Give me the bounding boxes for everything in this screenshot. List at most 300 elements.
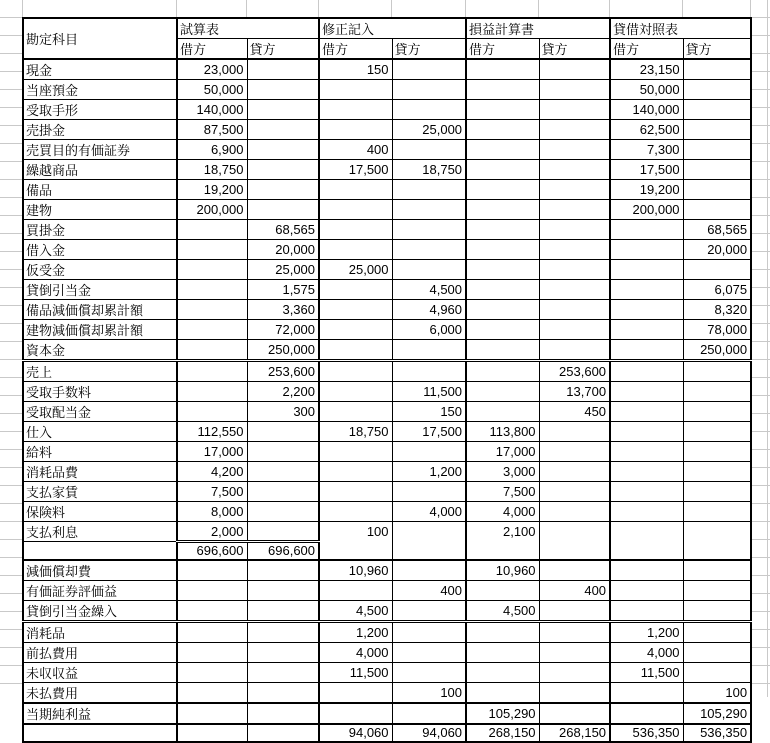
cell-bs-credit[interactable] xyxy=(683,662,751,682)
cell-tb-credit[interactable] xyxy=(247,180,319,200)
cell-adj-credit[interactable] xyxy=(392,560,466,581)
cell-adj-debit[interactable] xyxy=(319,80,392,100)
cell-tb-debit[interactable]: 50,000 xyxy=(177,80,247,100)
cell-pl-credit[interactable] xyxy=(539,320,610,340)
cell-pl-debit[interactable]: 113,800 xyxy=(466,422,539,442)
cell-bs-credit[interactable] xyxy=(683,580,751,600)
cell-bs-credit[interactable] xyxy=(683,200,751,220)
cell-bs-credit[interactable] xyxy=(683,642,751,662)
cell-adj-debit[interactable]: 100 xyxy=(319,522,392,542)
cell-adj-credit[interactable] xyxy=(392,140,466,160)
cell-tb-credit[interactable]: 2,200 xyxy=(247,382,319,402)
cell-pl-credit[interactable] xyxy=(539,600,610,621)
cell-adj-credit[interactable] xyxy=(392,621,466,642)
cell-account[interactable]: 建物 xyxy=(23,200,177,220)
cell-bs-credit[interactable] xyxy=(683,542,751,560)
cell-bs-debit[interactable]: 4,000 xyxy=(610,642,683,662)
cell-bs-debit[interactable] xyxy=(610,682,683,703)
cell-pl-debit[interactable] xyxy=(466,120,539,140)
cell-bs-debit[interactable] xyxy=(610,462,683,482)
cell-pl-debit[interactable] xyxy=(466,621,539,642)
cell-bs-debit[interactable]: 7,300 xyxy=(610,140,683,160)
cell-bs-credit[interactable] xyxy=(683,100,751,120)
cell-account[interactable]: 未収収益 xyxy=(23,662,177,682)
cell-account[interactable]: 資本金 xyxy=(23,340,177,361)
cell-pl-credit[interactable] xyxy=(539,502,610,522)
cell-bs-debit[interactable] xyxy=(610,382,683,402)
cell-tb-credit[interactable] xyxy=(247,482,319,502)
cell-adj-debit[interactable] xyxy=(319,320,392,340)
cell-pl-debit[interactable] xyxy=(466,642,539,662)
cell-pl-debit[interactable]: 105,290 xyxy=(466,703,539,724)
header-bs-debit[interactable]: 借方 xyxy=(610,39,683,60)
cell-adj-credit[interactable] xyxy=(392,482,466,502)
cell-pl-debit[interactable]: 4,500 xyxy=(466,600,539,621)
cell-tb-credit[interactable]: 250,000 xyxy=(247,340,319,361)
cell-account[interactable]: 有価証券評価益 xyxy=(23,580,177,600)
cell-tb-credit[interactable] xyxy=(247,502,319,522)
cell-adj-debit[interactable] xyxy=(319,580,392,600)
cell-bs-debit[interactable] xyxy=(610,442,683,462)
cell-pl-credit[interactable] xyxy=(539,59,610,80)
cell-pl-debit[interactable] xyxy=(466,682,539,703)
cell-bs-credit[interactable] xyxy=(683,402,751,422)
cell-bs-debit[interactable] xyxy=(610,703,683,724)
cell-bs-debit[interactable] xyxy=(610,502,683,522)
cell-pl-debit[interactable] xyxy=(466,402,539,422)
cell-tb-credit[interactable]: 1,575 xyxy=(247,280,319,300)
header-adj-debit[interactable]: 借方 xyxy=(319,39,392,60)
header-income-statement[interactable]: 損益計算書 xyxy=(466,18,610,39)
cell-pl-credit[interactable] xyxy=(539,280,610,300)
cell-pl-credit[interactable] xyxy=(539,80,610,100)
cell-adj-debit[interactable] xyxy=(319,542,392,560)
cell-adj-debit[interactable]: 11,500 xyxy=(319,662,392,682)
cell-bs-credit[interactable]: 68,565 xyxy=(683,220,751,240)
cell-account[interactable]: 仮受金 xyxy=(23,260,177,280)
cell-tb-credit[interactable] xyxy=(247,140,319,160)
cell-pl-debit[interactable] xyxy=(466,580,539,600)
cell-bs-debit[interactable]: 1,200 xyxy=(610,621,683,642)
cell-adj-credit[interactable] xyxy=(392,662,466,682)
cell-adj-debit[interactable]: 400 xyxy=(319,140,392,160)
cell-pl-credit[interactable] xyxy=(539,300,610,320)
cell-bs-credit[interactable] xyxy=(683,442,751,462)
cell-bs-credit[interactable] xyxy=(683,462,751,482)
cell-adj-credit[interactable]: 17,500 xyxy=(392,422,466,442)
cell-adj-debit[interactable] xyxy=(319,402,392,422)
cell-adj-debit[interactable] xyxy=(319,502,392,522)
cell-bs-credit[interactable] xyxy=(683,260,751,280)
cell-adj-debit[interactable] xyxy=(319,382,392,402)
cell-pl-debit[interactable] xyxy=(466,361,539,382)
cell-adj-credit[interactable] xyxy=(392,522,466,542)
cell-adj-debit[interactable] xyxy=(319,682,392,703)
cell-pl-credit[interactable] xyxy=(539,682,610,703)
cell-pl-credit[interactable] xyxy=(539,120,610,140)
cell-bs-credit[interactable]: 20,000 xyxy=(683,240,751,260)
cell-pl-debit[interactable] xyxy=(466,662,539,682)
cell-adj-debit[interactable]: 17,500 xyxy=(319,160,392,180)
cell-adj-credit[interactable]: 11,500 xyxy=(392,382,466,402)
cell-pl-debit[interactable]: 4,000 xyxy=(466,502,539,522)
cell-tb-debit[interactable]: 7,500 xyxy=(177,482,247,502)
cell-tb-credit[interactable]: 3,360 xyxy=(247,300,319,320)
cell-tb-debit[interactable]: 140,000 xyxy=(177,100,247,120)
cell-tb-credit[interactable] xyxy=(247,724,319,742)
cell-pl-debit[interactable] xyxy=(466,220,539,240)
cell-pl-credit[interactable] xyxy=(539,662,610,682)
cell-bs-debit[interactable]: 50,000 xyxy=(610,80,683,100)
cell-adj-credit[interactable] xyxy=(392,200,466,220)
cell-bs-debit[interactable] xyxy=(610,300,683,320)
cell-pl-credit[interactable]: 450 xyxy=(539,402,610,422)
cell-account[interactable]: 支払家賃 xyxy=(23,482,177,502)
cell-bs-credit[interactable] xyxy=(683,361,751,382)
cell-tb-debit[interactable] xyxy=(177,662,247,682)
cell-account[interactable]: 備品 xyxy=(23,180,177,200)
cell-pl-credit[interactable] xyxy=(539,560,610,581)
cell-tb-credit[interactable] xyxy=(247,422,319,442)
cell-bs-debit[interactable] xyxy=(610,260,683,280)
header-balance-sheet[interactable]: 貸借対照表 xyxy=(610,18,751,39)
cell-pl-debit[interactable]: 268,150 xyxy=(466,724,539,742)
cell-pl-credit[interactable] xyxy=(539,340,610,361)
cell-pl-debit[interactable] xyxy=(466,280,539,300)
cell-bs-credit[interactable]: 8,320 xyxy=(683,300,751,320)
cell-bs-credit[interactable] xyxy=(683,382,751,402)
cell-pl-credit[interactable] xyxy=(539,442,610,462)
cell-bs-credit[interactable]: 78,000 xyxy=(683,320,751,340)
cell-tb-debit[interactable]: 18,750 xyxy=(177,160,247,180)
cell-tb-credit[interactable] xyxy=(247,462,319,482)
cell-adj-debit[interactable]: 94,060 xyxy=(319,724,392,742)
cell-pl-credit[interactable]: 253,600 xyxy=(539,361,610,382)
cell-adj-debit[interactable] xyxy=(319,120,392,140)
cell-adj-debit[interactable] xyxy=(319,442,392,462)
cell-pl-debit[interactable] xyxy=(466,382,539,402)
cell-tb-credit[interactable] xyxy=(247,522,319,542)
cell-bs-debit[interactable]: 536,350 xyxy=(610,724,683,742)
cell-adj-debit[interactable] xyxy=(319,180,392,200)
header-tb-debit[interactable]: 借方 xyxy=(177,39,247,60)
cell-account[interactable]: 貸倒引当金繰入 xyxy=(23,600,177,621)
cell-pl-credit[interactable] xyxy=(539,100,610,120)
cell-adj-credit[interactable]: 94,060 xyxy=(392,724,466,742)
cell-adj-credit[interactable] xyxy=(392,220,466,240)
cell-tb-debit[interactable] xyxy=(177,560,247,581)
cell-tb-credit[interactable]: 20,000 xyxy=(247,240,319,260)
cell-tb-credit[interactable] xyxy=(247,560,319,581)
cell-tb-debit[interactable] xyxy=(177,240,247,260)
cell-adj-credit[interactable] xyxy=(392,100,466,120)
header-tb-credit[interactable]: 貸方 xyxy=(247,39,319,60)
cell-tb-debit[interactable] xyxy=(177,642,247,662)
cell-pl-debit[interactable]: 2,100 xyxy=(466,522,539,542)
header-adjustments[interactable]: 修正記入 xyxy=(319,18,466,39)
header-adj-credit[interactable]: 貸方 xyxy=(392,39,466,60)
cell-adj-debit[interactable]: 4,500 xyxy=(319,600,392,621)
cell-account[interactable] xyxy=(23,724,177,742)
cell-pl-credit[interactable]: 268,150 xyxy=(539,724,610,742)
cell-tb-debit[interactable] xyxy=(177,280,247,300)
cell-pl-credit[interactable] xyxy=(539,180,610,200)
cell-pl-credit[interactable] xyxy=(539,482,610,502)
cell-tb-credit[interactable]: 72,000 xyxy=(247,320,319,340)
cell-account[interactable]: 減価償却費 xyxy=(23,560,177,581)
cell-account[interactable]: 仕入 xyxy=(23,422,177,442)
cell-adj-credit[interactable] xyxy=(392,260,466,280)
cell-tb-credit[interactable] xyxy=(247,703,319,724)
cell-tb-debit[interactable] xyxy=(177,600,247,621)
cell-pl-debit[interactable] xyxy=(466,542,539,560)
cell-account[interactable]: 受取手形 xyxy=(23,100,177,120)
cell-adj-debit[interactable] xyxy=(319,240,392,260)
cell-tb-credit[interactable] xyxy=(247,442,319,462)
cell-pl-credit[interactable] xyxy=(539,542,610,560)
cell-adj-credit[interactable]: 6,000 xyxy=(392,320,466,340)
cell-bs-credit[interactable] xyxy=(683,120,751,140)
cell-account[interactable]: 給料 xyxy=(23,442,177,462)
cell-bs-credit[interactable]: 250,000 xyxy=(683,340,751,361)
cell-adj-credit[interactable] xyxy=(392,442,466,462)
cell-bs-credit[interactable] xyxy=(683,502,751,522)
cell-pl-credit[interactable] xyxy=(539,140,610,160)
cell-tb-credit[interactable] xyxy=(247,642,319,662)
cell-adj-credit[interactable]: 1,200 xyxy=(392,462,466,482)
cell-adj-credit[interactable] xyxy=(392,600,466,621)
cell-pl-credit[interactable] xyxy=(539,260,610,280)
cell-tb-debit[interactable] xyxy=(177,300,247,320)
cell-bs-credit[interactable] xyxy=(683,140,751,160)
cell-adj-credit[interactable] xyxy=(392,703,466,724)
cell-bs-debit[interactable] xyxy=(610,320,683,340)
cell-tb-debit[interactable]: 6,900 xyxy=(177,140,247,160)
cell-tb-credit[interactable] xyxy=(247,120,319,140)
cell-tb-credit[interactable] xyxy=(247,80,319,100)
cell-pl-debit[interactable] xyxy=(466,80,539,100)
cell-account[interactable]: 消耗品 xyxy=(23,621,177,642)
cell-tb-credit[interactable]: 253,600 xyxy=(247,361,319,382)
cell-tb-debit[interactable] xyxy=(177,320,247,340)
cell-adj-credit[interactable] xyxy=(392,542,466,560)
cell-tb-credit[interactable] xyxy=(247,580,319,600)
cell-tb-debit[interactable] xyxy=(177,402,247,422)
cell-bs-credit[interactable] xyxy=(683,522,751,542)
cell-pl-debit[interactable] xyxy=(466,160,539,180)
cell-tb-debit[interactable]: 112,550 xyxy=(177,422,247,442)
cell-account[interactable]: 買掛金 xyxy=(23,220,177,240)
cell-adj-debit[interactable] xyxy=(319,200,392,220)
cell-adj-debit[interactable] xyxy=(319,703,392,724)
cell-tb-credit[interactable]: 25,000 xyxy=(247,260,319,280)
cell-pl-credit[interactable] xyxy=(539,240,610,260)
cell-pl-debit[interactable] xyxy=(466,240,539,260)
cell-tb-debit[interactable] xyxy=(177,724,247,742)
cell-adj-debit[interactable]: 4,000 xyxy=(319,642,392,662)
cell-bs-credit[interactable] xyxy=(683,80,751,100)
cell-bs-debit[interactable]: 140,000 xyxy=(610,100,683,120)
cell-pl-credit[interactable] xyxy=(539,160,610,180)
cell-account[interactable]: 現金 xyxy=(23,59,177,80)
cell-pl-debit[interactable] xyxy=(466,100,539,120)
cell-tb-debit[interactable] xyxy=(177,682,247,703)
cell-adj-debit[interactable] xyxy=(319,340,392,361)
cell-account[interactable]: 売掛金 xyxy=(23,120,177,140)
cell-adj-debit[interactable]: 10,960 xyxy=(319,560,392,581)
cell-tb-debit[interactable]: 19,200 xyxy=(177,180,247,200)
cell-pl-credit[interactable] xyxy=(539,462,610,482)
cell-pl-credit[interactable] xyxy=(539,642,610,662)
cell-pl-debit[interactable] xyxy=(466,260,539,280)
cell-tb-debit[interactable]: 2,000 xyxy=(177,522,247,542)
cell-bs-debit[interactable] xyxy=(610,522,683,542)
cell-account[interactable]: 借入金 xyxy=(23,240,177,260)
cell-bs-credit[interactable] xyxy=(683,160,751,180)
cell-adj-credit[interactable] xyxy=(392,642,466,662)
cell-adj-credit[interactable] xyxy=(392,80,466,100)
cell-tb-debit[interactable] xyxy=(177,621,247,642)
cell-tb-debit[interactable] xyxy=(177,260,247,280)
cell-bs-credit[interactable] xyxy=(683,482,751,502)
cell-adj-credit[interactable] xyxy=(392,361,466,382)
cell-pl-credit[interactable]: 13,700 xyxy=(539,382,610,402)
cell-tb-debit[interactable] xyxy=(177,382,247,402)
cell-tb-credit[interactable] xyxy=(247,100,319,120)
cell-pl-debit[interactable]: 10,960 xyxy=(466,560,539,581)
cell-pl-credit[interactable] xyxy=(539,703,610,724)
cell-bs-debit[interactable] xyxy=(610,340,683,361)
cell-adj-credit[interactable]: 150 xyxy=(392,402,466,422)
cell-pl-credit[interactable] xyxy=(539,621,610,642)
cell-pl-debit[interactable] xyxy=(466,340,539,361)
cell-pl-credit[interactable] xyxy=(539,220,610,240)
cell-account[interactable]: 消耗品費 xyxy=(23,462,177,482)
cell-bs-credit[interactable] xyxy=(683,560,751,581)
cell-pl-credit[interactable] xyxy=(539,200,610,220)
cell-pl-debit[interactable]: 7,500 xyxy=(466,482,539,502)
cell-bs-debit[interactable] xyxy=(610,580,683,600)
cell-account[interactable]: 備品減価償却累計額 xyxy=(23,300,177,320)
cell-tb-debit[interactable] xyxy=(177,340,247,361)
cell-tb-debit[interactable] xyxy=(177,580,247,600)
cell-bs-debit[interactable] xyxy=(610,361,683,382)
cell-tb-debit[interactable]: 87,500 xyxy=(177,120,247,140)
cell-adj-credit[interactable]: 4,000 xyxy=(392,502,466,522)
header-account[interactable]: 勘定科目 xyxy=(23,18,177,59)
cell-bs-credit[interactable]: 105,290 xyxy=(683,703,751,724)
cell-tb-credit[interactable] xyxy=(247,600,319,621)
cell-tb-credit[interactable] xyxy=(247,160,319,180)
cell-pl-debit[interactable] xyxy=(466,59,539,80)
cell-tb-credit[interactable] xyxy=(247,621,319,642)
cell-tb-debit[interactable]: 696,600 xyxy=(177,542,247,560)
cell-account[interactable]: 売買目的有価証券 xyxy=(23,140,177,160)
cell-tb-debit[interactable] xyxy=(177,361,247,382)
cell-bs-credit[interactable] xyxy=(683,59,751,80)
cell-bs-credit[interactable] xyxy=(683,621,751,642)
cell-tb-debit[interactable]: 8,000 xyxy=(177,502,247,522)
cell-pl-debit[interactable] xyxy=(466,300,539,320)
cell-pl-debit[interactable] xyxy=(466,140,539,160)
cell-pl-credit[interactable]: 400 xyxy=(539,580,610,600)
cell-account[interactable]: 売上 xyxy=(23,361,177,382)
cell-account[interactable]: 当期純利益 xyxy=(23,703,177,724)
cell-bs-debit[interactable]: 62,500 xyxy=(610,120,683,140)
cell-adj-debit[interactable] xyxy=(319,482,392,502)
cell-tb-debit[interactable]: 23,000 xyxy=(177,59,247,80)
cell-adj-debit[interactable]: 18,750 xyxy=(319,422,392,442)
cell-tb-credit[interactable]: 696,600 xyxy=(247,542,319,560)
cell-bs-debit[interactable]: 19,200 xyxy=(610,180,683,200)
cell-tb-credit[interactable] xyxy=(247,59,319,80)
cell-adj-debit[interactable] xyxy=(319,361,392,382)
cell-pl-debit[interactable]: 17,000 xyxy=(466,442,539,462)
cell-adj-debit[interactable] xyxy=(319,280,392,300)
cell-adj-credit[interactable]: 25,000 xyxy=(392,120,466,140)
cell-bs-credit[interactable]: 6,075 xyxy=(683,280,751,300)
cell-account[interactable] xyxy=(23,542,177,560)
cell-bs-debit[interactable]: 200,000 xyxy=(610,200,683,220)
cell-bs-debit[interactable]: 23,150 xyxy=(610,59,683,80)
cell-bs-debit[interactable]: 11,500 xyxy=(610,662,683,682)
cell-bs-debit[interactable] xyxy=(610,402,683,422)
cell-account[interactable]: 当座預金 xyxy=(23,80,177,100)
cell-account[interactable]: 受取配当金 xyxy=(23,402,177,422)
cell-adj-credit[interactable] xyxy=(392,180,466,200)
cell-bs-credit[interactable]: 100 xyxy=(683,682,751,703)
cell-adj-debit[interactable]: 25,000 xyxy=(319,260,392,280)
cell-adj-credit[interactable]: 4,500 xyxy=(392,280,466,300)
cell-tb-debit[interactable] xyxy=(177,220,247,240)
cell-bs-debit[interactable] xyxy=(610,560,683,581)
cell-pl-credit[interactable] xyxy=(539,522,610,542)
cell-bs-debit[interactable] xyxy=(610,600,683,621)
cell-account[interactable]: 前払費用 xyxy=(23,642,177,662)
cell-bs-debit[interactable] xyxy=(610,482,683,502)
cell-bs-debit[interactable] xyxy=(610,422,683,442)
cell-bs-debit[interactable] xyxy=(610,542,683,560)
cell-adj-debit[interactable] xyxy=(319,300,392,320)
cell-adj-credit[interactable]: 4,960 xyxy=(392,300,466,320)
cell-tb-credit[interactable]: 300 xyxy=(247,402,319,422)
cell-account[interactable]: 繰越商品 xyxy=(23,160,177,180)
cell-bs-debit[interactable] xyxy=(610,240,683,260)
cell-tb-credit[interactable] xyxy=(247,682,319,703)
cell-account[interactable]: 建物減価償却累計額 xyxy=(23,320,177,340)
header-bs-credit[interactable]: 貸方 xyxy=(683,39,751,60)
cell-account[interactable]: 未払費用 xyxy=(23,682,177,703)
cell-adj-credit[interactable]: 400 xyxy=(392,580,466,600)
cell-adj-debit[interactable]: 150 xyxy=(319,59,392,80)
cell-bs-debit[interactable] xyxy=(610,220,683,240)
cell-account[interactable]: 支払利息 xyxy=(23,522,177,542)
cell-adj-credit[interactable]: 18,750 xyxy=(392,160,466,180)
header-trial-balance[interactable]: 試算表 xyxy=(177,18,319,39)
cell-pl-debit[interactable] xyxy=(466,200,539,220)
cell-account[interactable]: 受取手数料 xyxy=(23,382,177,402)
cell-pl-debit[interactable]: 3,000 xyxy=(466,462,539,482)
cell-bs-credit[interactable] xyxy=(683,422,751,442)
cell-account[interactable]: 貸倒引当金 xyxy=(23,280,177,300)
cell-tb-debit[interactable]: 200,000 xyxy=(177,200,247,220)
cell-adj-debit[interactable] xyxy=(319,100,392,120)
cell-tb-credit[interactable] xyxy=(247,200,319,220)
cell-bs-credit[interactable] xyxy=(683,600,751,621)
cell-tb-debit[interactable] xyxy=(177,703,247,724)
cell-pl-debit[interactable] xyxy=(466,320,539,340)
cell-adj-credit[interactable]: 100 xyxy=(392,682,466,703)
